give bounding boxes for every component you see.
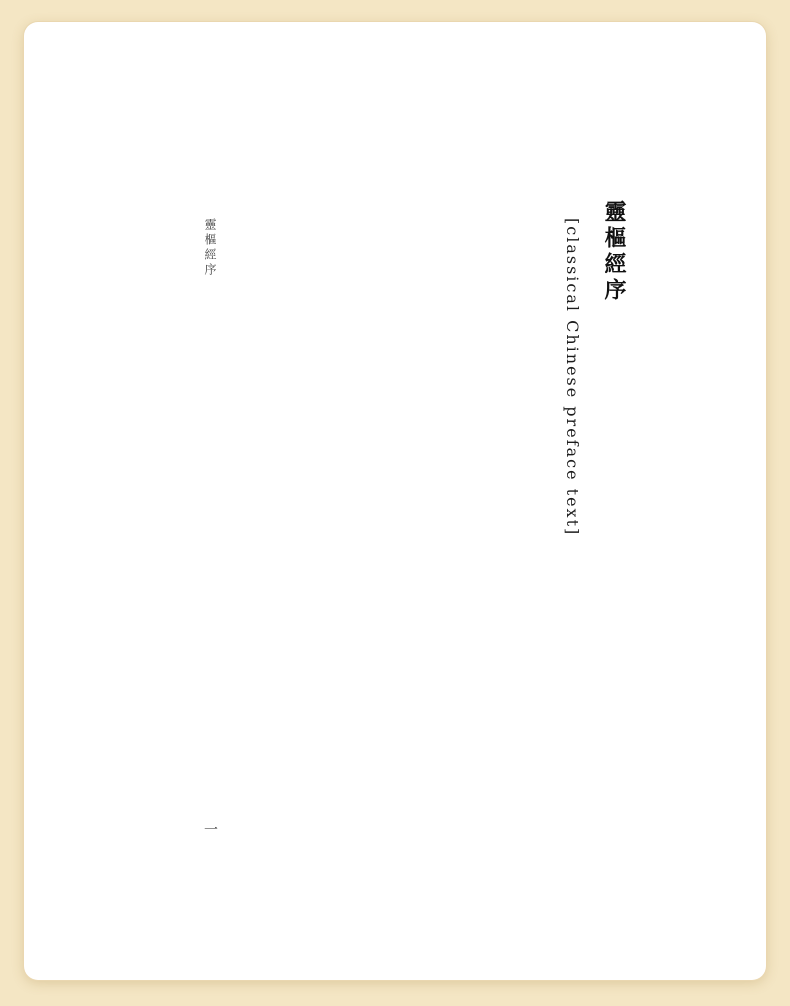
running-head: 靈樞經序 bbox=[203, 218, 217, 278]
page-number: 一 bbox=[202, 822, 218, 836]
book-page bbox=[24, 22, 766, 980]
preface-body-text: [classical Chinese preface text] bbox=[563, 218, 582, 537]
page-title: 靈樞經序 bbox=[601, 200, 627, 304]
